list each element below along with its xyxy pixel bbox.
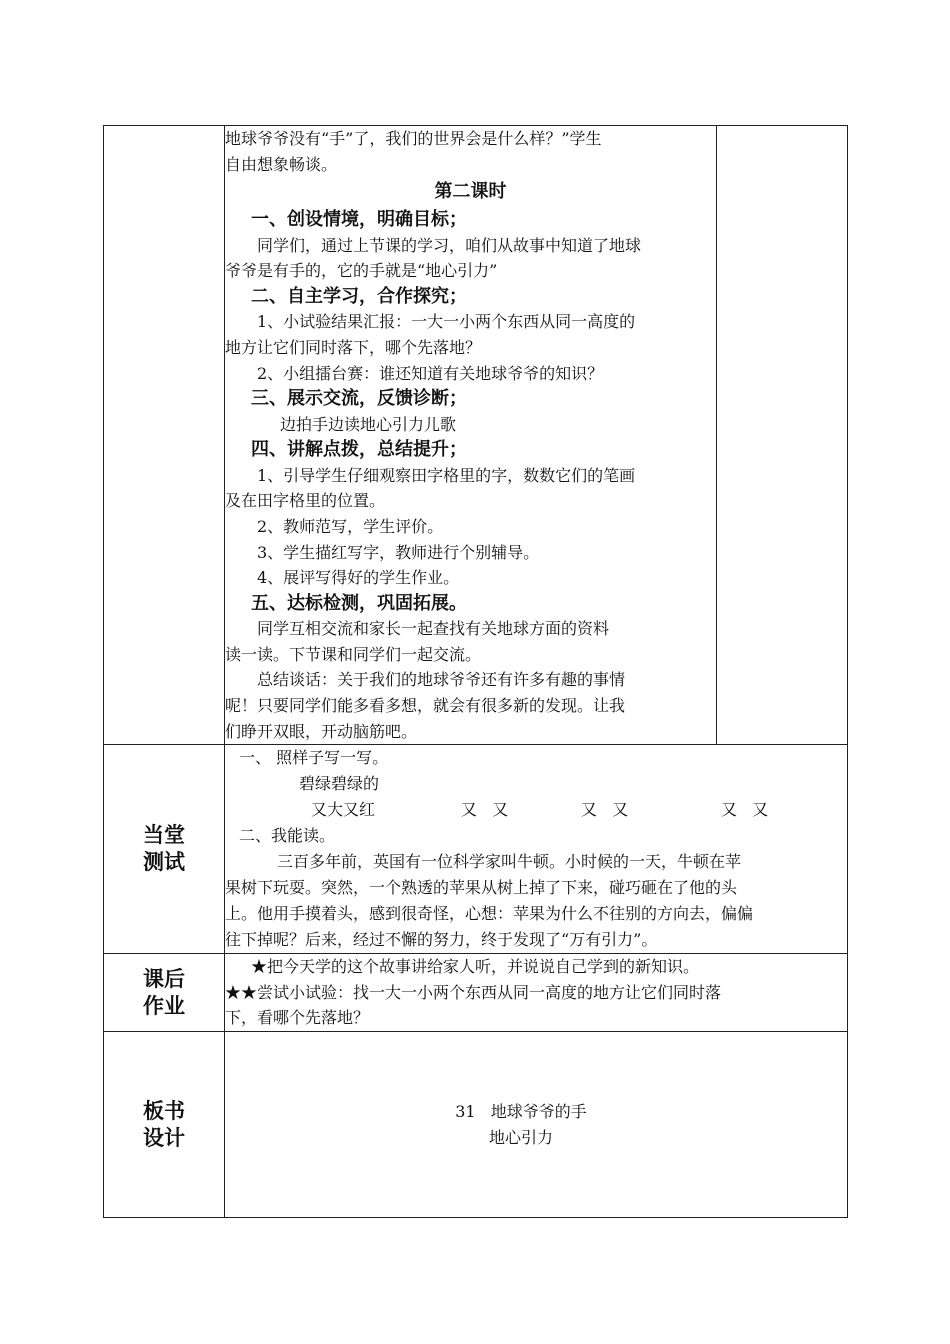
lesson-plan-table [103, 125, 848, 1218]
reading-line: 三百多年前，英国有一位科学家叫牛顿。小时候的一天，牛顿在苹 [277, 852, 742, 872]
paragraph-line: 2、小组擂台赛：谁还知道有关地球爷爷的知识？ [257, 363, 604, 383]
paragraph-line: 地方让它们同时落下，哪个先落地？ [225, 337, 482, 357]
paragraph-line: 及在田字格里的位置。 [225, 491, 386, 511]
section-heading: 一、创设情境，明确目标； [251, 209, 467, 231]
test-pattern-item: 又 又 [581, 800, 629, 820]
test-pattern-row [225, 797, 847, 823]
notes-cell [717, 126, 848, 745]
paragraph-line: 3、学生描红写字，教师进行个别辅导。 [257, 542, 540, 562]
test-label-line: 当堂 [143, 823, 185, 848]
intro-line: 地球爷爷没有“手”了，我们的世界会是什么样？”学生 [225, 129, 602, 148]
test-question: 二、我能读。 [239, 826, 336, 846]
lesson-title: 第二课时 [434, 181, 507, 203]
test-content-cell [225, 745, 848, 954]
test-label-line: 测试 [143, 850, 185, 875]
section-heading: 三、展示交流，反馈诊断； [251, 388, 467, 410]
reading-line: 果树下玩耍。突然，一个熟透的苹果从树上掉了下来，碰巧砸在了他的头 [225, 878, 738, 898]
paragraph-line: 边拍手边读地心引力儿歌 [280, 414, 457, 434]
test-pattern-item: 又 又 [461, 800, 509, 820]
homework-item: 下，看哪个先落地？ [225, 1008, 370, 1028]
paragraph-line: 1、引导学生仔细观察田字格里的字，数数它们的笔画 [257, 465, 636, 485]
board-label [104, 1032, 225, 1218]
board-label-line: 板书 [143, 1098, 185, 1123]
homework-item: ★★尝试小试验：找一大一小两个东西从同一高度的地方让它们同时落 [225, 982, 722, 1002]
paragraph-line: 同学们，通过上节课的学习，咱们从故事中知道了地球 [257, 235, 642, 255]
board-content-cell [225, 1032, 848, 1218]
test-pattern-item: 又大又红 [311, 800, 376, 820]
section-heading: 二、自主学习，合作探究； [251, 285, 467, 307]
test-row [104, 745, 848, 954]
paragraph-line: 同学互相交流和家长一起查找有关地球方面的资料 [257, 619, 610, 639]
test-example: 碧绿碧绿的 [299, 774, 380, 794]
test-pattern-item: 又 又 [721, 800, 769, 820]
paragraph-line: 4、展评写得好的学生作业。 [257, 568, 460, 588]
homework-label [104, 954, 225, 1032]
board-label-line: 设计 [143, 1125, 185, 1150]
paragraph-line: 2、教师范写，学生评价。 [257, 516, 444, 536]
board-line: 31 地球爷爷的手 [455, 1101, 587, 1121]
homework-label-line: 课后 [143, 966, 185, 991]
board-row [104, 1032, 848, 1218]
process-row [104, 126, 848, 745]
process-content-cell [225, 126, 717, 745]
paragraph-line: 爷爷是有手的，它的手就是“地心引力” [225, 261, 498, 281]
paragraph-line: 总结谈话：关于我们的地球爷爷还有许多有趣的事情 [257, 670, 626, 690]
intro-line: 自由想象畅谈。 [225, 154, 338, 174]
process-label-cell [104, 126, 225, 745]
homework-content-cell [225, 954, 848, 1032]
section-heading: 四、讲解点拨，总结提升； [251, 439, 467, 461]
test-question: 一、 照样子写一写。 [239, 748, 389, 768]
test-label [104, 745, 225, 954]
paragraph-line: 1、小试验结果汇报：一大一小两个东西从同一高度的 [257, 312, 636, 332]
homework-item: ★把今天学的这个故事讲给家人听，并说说自己学到的新知识。 [251, 957, 700, 977]
paragraph-line: 呢！只要同学们能多看多想，就会有很多新的发现。让我 [225, 696, 626, 715]
reading-line: 上。他用手摸着头，感到很奇怪，心想：苹果为什么不往别的方向去，偏偏 [225, 904, 754, 924]
paragraph-line: 们睁开双眼，开动脑筋吧。 [225, 721, 418, 741]
board-line: 地心引力 [488, 1127, 553, 1147]
reading-line: 往下掉呢？后来，经过不懈的努力，终于发现了“万有引力”。 [225, 930, 658, 950]
homework-row [104, 954, 848, 1032]
homework-label-line: 作业 [143, 993, 185, 1018]
section-heading: 五、达标检测，巩固拓展。 [251, 592, 467, 614]
paragraph-line: 读一读。下节课和同学们一起交流。 [225, 644, 482, 664]
